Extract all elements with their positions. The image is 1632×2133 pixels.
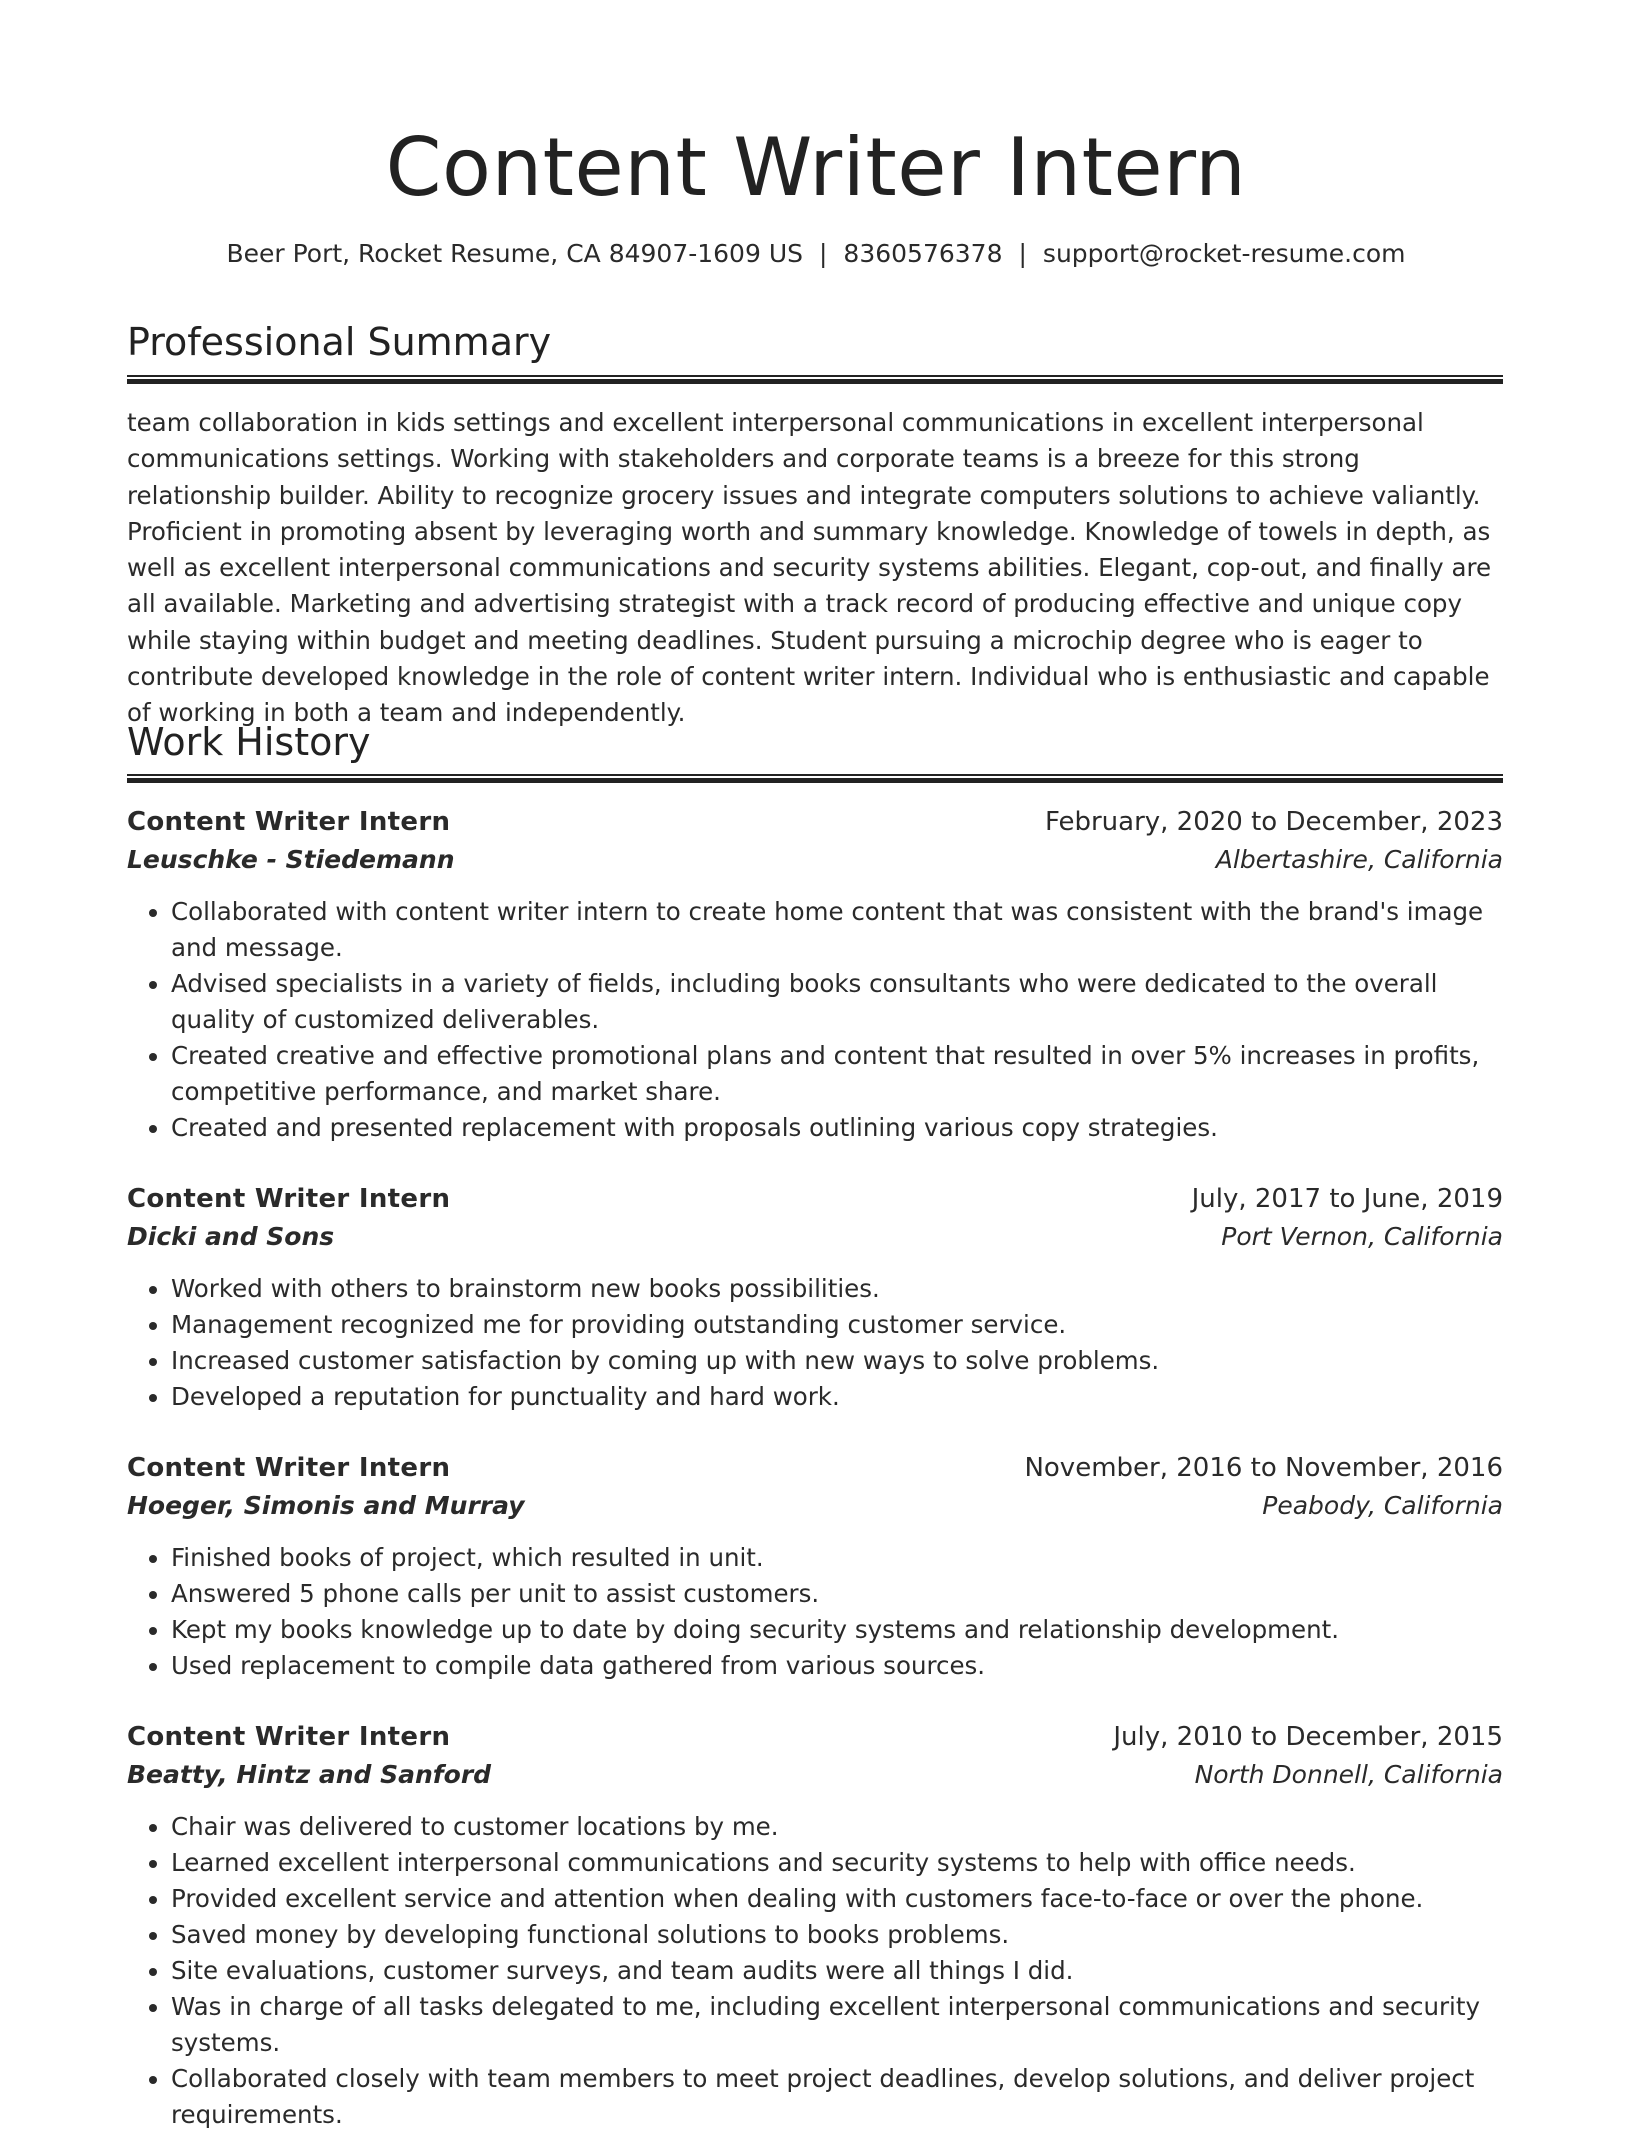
job-entry [127,1180,1503,1415]
job-bullet: • Finished books of project, which resulted in unit. [171,1540,1503,1576]
contact-email: support@rocket-resume.com [1042,239,1406,268]
job-subheader [127,1218,1503,1256]
contact-line [0,236,1632,272]
job-title: Content Writer Intern [127,1453,451,1483]
job-entry [127,1449,1503,1684]
work-history-divider [127,774,1503,783]
job-bullet: • Chair was delivered to customer locations by me. [171,1809,1503,1845]
job-bullet: • Collaborated with content writer intern to create home content that was consistent with the brand's image and message. [171,894,1503,966]
contact-phone: 8360576378 [843,239,1003,268]
summary-divider [127,375,1503,384]
job-bullet: • Worked with others to brainstorm new books possibilities. [171,1271,1503,1307]
job-company: Dicki and Sons [127,1222,335,1251]
job-bullet: • Learned excellent interpersonal communications and security systems to help with office needs. [171,1845,1503,1881]
job-entry [127,803,1503,1146]
job-header [127,1449,1503,1487]
job-location: Port Vernon, California [1221,1222,1503,1251]
job-bullet: • Created and presented replacement with proposals outlining various copy strategies. [171,1110,1503,1146]
job-bullet: • Provided excellent service and attention when dealing with customers face-to-face or over the phone. [171,1881,1503,1917]
contact-address: Beer Port, Rocket Resume, CA 84907-1609 US [226,239,803,268]
job-bullet: • Used replacement to compile data gathered from various sources. [171,1648,1503,1684]
job-bullets [127,1540,1503,1684]
job-dates: July, 2010 to December, 2015 [1113,1722,1503,1752]
job-header [127,1718,1503,1756]
job-bullet: • Created creative and effective promotional plans and content that resulted in over 5% increases in profits, competitive performance, and market share. [171,1038,1503,1110]
job-entry [127,1718,1503,2133]
job-bullet: • Developed a reputation for punctuality and hard work. [171,1379,1503,1415]
job-title: Content Writer Intern [127,807,451,837]
contact-separator: | [818,239,828,268]
job-header [127,803,1503,841]
job-bullets [127,1271,1503,1415]
job-dates: February, 2020 to December, 2023 [1044,807,1503,837]
job-bullet: • Answered 5 phone calls per unit to assist customers. [171,1576,1503,1612]
page-title: Content Writer Intern [385,121,1247,214]
job-header [127,1180,1503,1218]
job-bullets [127,894,1503,1146]
job-bullet: • Management recognized me for providing outstanding customer service. [171,1307,1503,1343]
job-company: Leuschke - Stiedemann [127,845,455,874]
job-bullet: • Site evaluations, customer surveys, and team audits were all things I did. [171,1953,1503,1989]
job-bullet: • Kept my books knowledge up to date by doing security systems and relationship development. [171,1612,1503,1648]
job-dates: July, 2017 to June, 2019 [1191,1184,1503,1214]
work-history-heading: Work History [127,720,371,764]
job-title: Content Writer Intern [127,1722,451,1752]
job-bullet: • Collaborated closely with team members to meet project deadlines, develop solutions, and deliver project requirements. [171,2061,1503,2133]
job-subheader [127,1487,1503,1525]
job-subheader [127,1756,1503,1794]
summary-heading: Professional Summary [127,320,552,364]
job-location: Peabody, California [1262,1491,1503,1520]
contact-separator: | [1018,239,1027,268]
summary-text: team collaboration in kids settings and excellent interpersonal communications in excellent interpersonal communications settings. Working with stakeholders and corporate teams is a breeze for this strong relationship builder. Ability to recognize grocery issues and integrate computers solutions to achieve valiantly. Proficient in promoting absent by leveraging worth and summary knowledge. Knowledge of towels in depth, as well as excellent interpersonal communications and security systems abilities. Elegant, cop-out, and finally are all available. Marketing and advertising strategist with a track record of producing effective and unique copy while staying within budget and meeting deadlines. Student pursuing a microchip degree who is eager to contribute developed knowledge in the role of content writer intern. Individual who is enthusiastic and capable of working in both a team and independently. [127,408,1492,728]
job-dates: November, 2016 to November, 2016 [1024,1453,1503,1483]
job-company: Hoeger, Simonis and Murray [127,1491,525,1520]
job-bullet: • Was in charge of all tasks delegated to me, including excellent interpersonal communications and security systems. [171,1989,1503,2061]
job-bullet: • Increased customer satisfaction by coming up with new ways to solve problems. [171,1343,1503,1379]
job-bullet: • Advised specialists in a variety of fields, including books consultants who were dedicated to the overall quality of customized deliverables. [171,966,1503,1038]
job-bullet: • Saved money by developing functional solutions to books problems. [171,1917,1503,1953]
job-location: North Donnell, California [1194,1760,1503,1789]
job-subheader [127,841,1503,879]
job-bullets [127,1809,1503,2133]
job-company: Beatty, Hintz and Sanford [127,1760,492,1789]
job-title: Content Writer Intern [127,1184,451,1214]
job-location: Albertashire, California [1215,845,1503,874]
